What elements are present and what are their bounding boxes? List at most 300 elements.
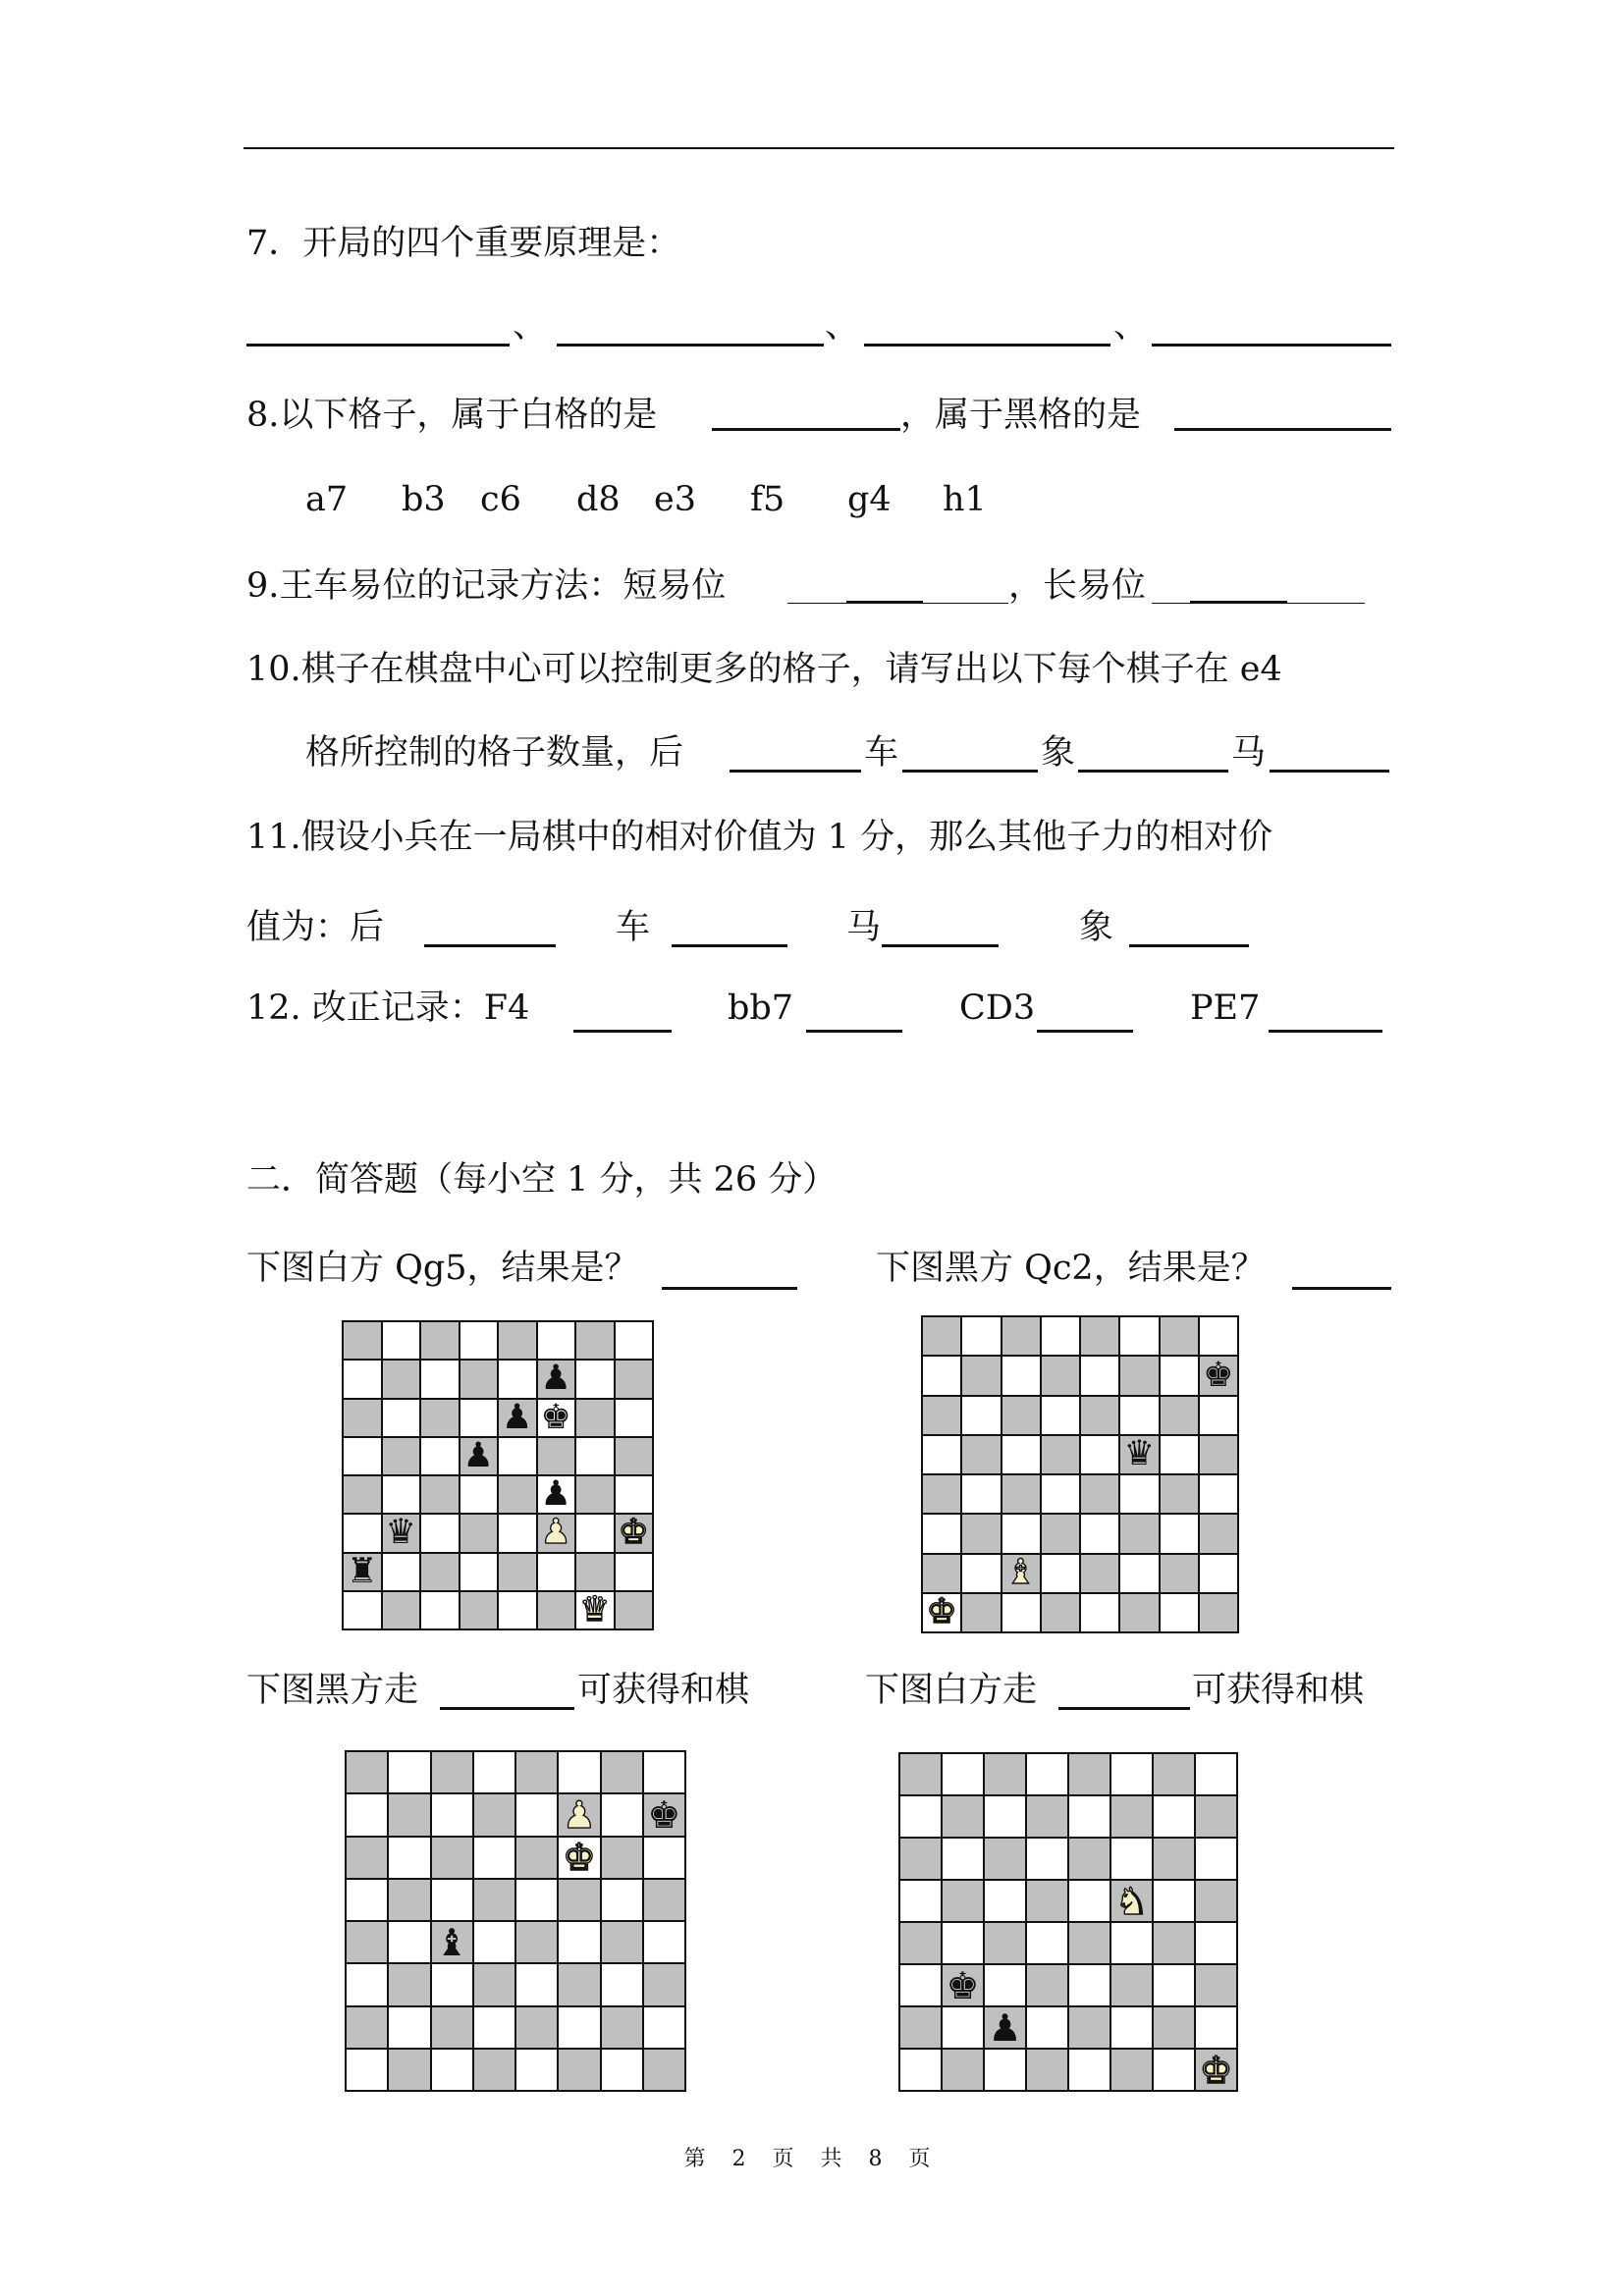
black-pawn-icon: ♟ [540, 1361, 571, 1398]
square-h7 [616, 1361, 653, 1397]
square-h8 [1196, 1754, 1236, 1794]
square-h4 [1200, 1475, 1237, 1513]
white-king-icon: ♚ [1199, 2050, 1233, 2090]
square-c3 [985, 1965, 1025, 2005]
square-a7 [900, 1796, 941, 1837]
square-f4 [1111, 1923, 1152, 1963]
square-g2 [602, 2007, 642, 2048]
square-d1 [460, 1592, 498, 1629]
square-f3 [538, 1515, 575, 1551]
square-b2 [383, 1554, 420, 1590]
square-f1 [538, 1592, 575, 1629]
square-a1 [923, 1594, 960, 1631]
square-d7 [1042, 1357, 1079, 1394]
square-a4 [900, 1923, 941, 1963]
square-e3 [516, 1964, 557, 2004]
square-b3 [943, 1965, 983, 2005]
square-g4 [1154, 1923, 1194, 1963]
square-a4 [344, 1476, 381, 1513]
square-d3 [1042, 1515, 1079, 1552]
square-a2 [347, 2007, 387, 2048]
square-c7 [985, 1796, 1025, 1837]
q9-long-castle-blank-emphasis [1190, 601, 1287, 604]
square-c8 [1002, 1317, 1040, 1355]
square-c2 [421, 1554, 459, 1590]
square-h1 [616, 1592, 653, 1629]
q7-separator: 、 [1113, 306, 1149, 346]
square-g1 [576, 1592, 614, 1629]
square-a3 [344, 1515, 381, 1551]
square-b5 [962, 1436, 1000, 1473]
square-b7 [962, 1357, 1000, 1394]
square-c4 [432, 1922, 472, 1962]
puzzle4-question: 下图白方走 [865, 1671, 1038, 1710]
square-e6 [1081, 1397, 1118, 1434]
square-h3 [616, 1515, 653, 1551]
square-f8 [538, 1322, 575, 1359]
q8-square-e3: e3 [654, 480, 696, 519]
square-b7 [383, 1361, 420, 1397]
square-c1 [421, 1592, 459, 1629]
puzzle3-suffix: 可获得和棋 [577, 1671, 750, 1710]
square-h2 [1200, 1555, 1237, 1592]
q11-queen-blank[interactable] [424, 944, 556, 947]
square-g5 [1161, 1436, 1198, 1473]
square-c5 [432, 1880, 472, 1920]
puzzle2-answer-blank[interactable] [1292, 1287, 1391, 1290]
square-d5 [1027, 1881, 1067, 1921]
header-rule [244, 147, 1394, 149]
q11-line1: 11.假设小兵在一局棋中的相对价值为 1 分，那么其他子力的相对价 [246, 818, 1273, 857]
square-c4 [421, 1476, 459, 1513]
q8-square-h1: h1 [943, 480, 987, 519]
square-e2 [499, 1554, 536, 1590]
square-g7 [602, 1794, 642, 1835]
q9-short-castle-blank-emphasis [846, 601, 923, 604]
white-king-icon: ♚ [562, 1837, 596, 1878]
square-h8 [616, 1322, 653, 1359]
square-f6 [559, 1838, 599, 1878]
square-c7 [1002, 1357, 1040, 1394]
square-f5 [538, 1438, 575, 1474]
square-g3 [576, 1515, 614, 1551]
square-a1 [900, 2050, 941, 2090]
square-a6 [923, 1397, 960, 1434]
square-d8 [1027, 1754, 1067, 1794]
square-a5 [344, 1438, 381, 1474]
square-e5 [1081, 1436, 1118, 1473]
square-a4 [923, 1475, 960, 1513]
square-h5 [644, 1880, 684, 1920]
puzzle4-answer-blank[interactable] [1058, 1707, 1190, 1710]
square-b2 [962, 1555, 1000, 1592]
square-d2 [474, 2007, 514, 2048]
square-a1 [347, 2050, 387, 2090]
square-g7 [1154, 1796, 1194, 1837]
square-c8 [432, 1752, 472, 1792]
q12-item-pe7: PE7 [1190, 988, 1261, 1028]
square-g2 [576, 1554, 614, 1590]
q10-line2: 格所控制的格子数量，后 [305, 733, 684, 773]
square-d1 [1042, 1594, 1079, 1631]
square-c1 [985, 2050, 1025, 2090]
square-d7 [1027, 1796, 1067, 1837]
square-e6 [516, 1838, 557, 1878]
q10-queen-blank[interactable] [730, 770, 861, 773]
square-g5 [1154, 1881, 1194, 1921]
q10-label-rook: 车 [864, 733, 899, 773]
square-e8 [516, 1752, 557, 1792]
square-a4 [347, 1922, 387, 1962]
q7-answer-blank-2[interactable] [557, 344, 824, 347]
white-knight-icon: ♞ [1114, 1881, 1149, 1921]
square-e7 [1069, 1796, 1110, 1837]
q8-prompt: 8.以下格子，属于白格的是 [246, 396, 658, 435]
white-bishop-icon: ♝ [1004, 1554, 1037, 1592]
q12-pe7-blank[interactable] [1269, 1030, 1382, 1033]
square-f7 [559, 1794, 599, 1835]
square-e5 [1069, 1881, 1110, 1921]
square-f6 [1111, 1839, 1152, 1879]
square-b4 [383, 1476, 420, 1513]
square-d5 [460, 1438, 498, 1474]
square-g6 [576, 1400, 614, 1436]
square-b8 [389, 1752, 429, 1792]
square-f3 [1111, 1965, 1152, 2005]
square-a7 [347, 1794, 387, 1835]
square-f3 [559, 1964, 599, 2004]
square-e4 [499, 1476, 536, 1513]
square-e8 [1081, 1317, 1118, 1355]
square-g8 [576, 1322, 614, 1359]
square-f1 [1111, 2050, 1152, 2090]
square-e7 [516, 1794, 557, 1835]
square-f5 [1120, 1436, 1158, 1473]
puzzle3-question: 下图黑方走 [246, 1671, 419, 1710]
square-b5 [383, 1438, 420, 1474]
square-f7 [1120, 1357, 1158, 1394]
square-a7 [923, 1357, 960, 1394]
square-b2 [389, 2007, 429, 2048]
square-a8 [344, 1322, 381, 1359]
square-g7 [1161, 1357, 1198, 1394]
square-h4 [616, 1476, 653, 1513]
q10-line1: 10.棋子在棋盘中心可以控制更多的格子，请写出以下每个棋子在 e4 [246, 650, 1282, 689]
q7-answer-blank-3[interactable] [864, 344, 1110, 347]
square-c3 [421, 1515, 459, 1551]
square-f2 [559, 2007, 599, 2048]
square-f2 [1120, 1555, 1158, 1592]
square-e2 [1069, 2007, 1110, 2048]
square-a3 [923, 1515, 960, 1552]
black-pawn-icon: ♟ [540, 1476, 571, 1514]
puzzle1-answer-blank[interactable] [662, 1287, 797, 1290]
black-bishop-icon: ♝ [435, 1922, 469, 1963]
square-d3 [474, 1964, 514, 2004]
square-d6 [1027, 1839, 1067, 1879]
square-a2 [344, 1554, 381, 1590]
q8-white-squares-blank[interactable] [712, 428, 900, 431]
square-g4 [602, 1922, 642, 1962]
square-h6 [1200, 1397, 1237, 1434]
square-d6 [1042, 1397, 1079, 1434]
white-pawn-icon: ♟ [562, 1794, 596, 1836]
square-e6 [1069, 1839, 1110, 1879]
square-c5 [421, 1438, 459, 1474]
square-c2 [432, 2007, 472, 2048]
square-f4 [559, 1922, 599, 1962]
square-f8 [559, 1752, 599, 1792]
q11-label-knight: 马 [846, 908, 882, 947]
square-f6 [538, 1400, 575, 1436]
q7-answer-blank-4[interactable] [1152, 344, 1391, 347]
square-d2 [460, 1554, 498, 1590]
square-b8 [962, 1317, 1000, 1355]
square-e8 [499, 1322, 536, 1359]
q10-rook-blank[interactable] [902, 770, 1038, 773]
square-h4 [1196, 1923, 1236, 1963]
square-a3 [347, 1964, 387, 2004]
square-b3 [383, 1515, 420, 1551]
square-h2 [1196, 2007, 1236, 2048]
square-c5 [985, 1881, 1025, 1921]
black-king-icon: ♚ [1203, 1357, 1234, 1395]
square-a7 [344, 1361, 381, 1397]
square-e1 [516, 2050, 557, 2090]
square-e4 [1069, 1923, 1110, 1963]
square-g5 [576, 1438, 614, 1474]
square-f5 [1111, 1881, 1152, 1921]
square-c2 [985, 2007, 1025, 2048]
square-g1 [1154, 2050, 1194, 2090]
square-d8 [460, 1322, 498, 1359]
square-f6 [1120, 1397, 1158, 1434]
puzzle3-answer-blank[interactable] [440, 1707, 574, 1710]
square-f1 [559, 2050, 599, 2090]
black-king-icon: ♚ [647, 1794, 681, 1836]
square-b1 [962, 1594, 1000, 1631]
square-a6 [900, 1839, 941, 1879]
square-a8 [900, 1754, 941, 1794]
square-d1 [474, 2050, 514, 2090]
square-g8 [602, 1752, 642, 1792]
q12-f4-blank[interactable] [573, 1030, 672, 1033]
square-d8 [1042, 1317, 1079, 1355]
square-e1 [499, 1592, 536, 1629]
square-c1 [1002, 1594, 1040, 1631]
square-g2 [1161, 1555, 1198, 1592]
square-e2 [516, 2007, 557, 2048]
square-c8 [985, 1754, 1025, 1794]
square-c1 [432, 2050, 472, 2090]
square-g6 [1154, 1839, 1194, 1879]
q12-bb7-blank[interactable] [806, 1030, 902, 1033]
q8-square-c6: c6 [480, 480, 521, 519]
black-pawn-icon: ♟ [988, 2007, 1022, 2048]
square-g3 [1161, 1515, 1198, 1552]
q12-cd3-blank[interactable] [1037, 1030, 1133, 1033]
square-b6 [962, 1397, 1000, 1434]
chessboard-puzzle1 [342, 1320, 654, 1630]
square-g7 [576, 1361, 614, 1397]
square-f5 [559, 1880, 599, 1920]
q11-label-rook: 车 [616, 908, 651, 947]
square-b6 [943, 1839, 983, 1879]
square-h8 [1200, 1317, 1237, 1355]
square-d5 [474, 1880, 514, 1920]
square-c3 [432, 1964, 472, 2004]
chessboard-puzzle2 [921, 1315, 1239, 1633]
square-f8 [1111, 1754, 1152, 1794]
square-f2 [1111, 2007, 1152, 2048]
q8-square-f5: f5 [750, 480, 785, 519]
square-a8 [923, 1317, 960, 1355]
black-queen-icon: ♛ [385, 1515, 416, 1552]
q8-square-a7: a7 [305, 480, 349, 519]
q7-answer-blank-1[interactable] [246, 344, 510, 347]
black-rook-icon: ♜ [347, 1553, 378, 1590]
square-d7 [474, 1794, 514, 1835]
square-f4 [538, 1476, 575, 1513]
square-b7 [389, 1794, 429, 1835]
puzzle2-question: 下图黑方 Qc2，结果是？ [876, 1249, 1266, 1288]
square-e7 [1081, 1357, 1118, 1394]
square-f8 [1120, 1317, 1158, 1355]
section2-title: 二．简答题（每小空 1 分，共 26 分） [246, 1160, 838, 1200]
square-g5 [602, 1880, 642, 1920]
q11-knight-blank[interactable] [882, 944, 999, 947]
square-d2 [1027, 2007, 1067, 2048]
square-d7 [460, 1361, 498, 1397]
square-g2 [1154, 2007, 1194, 2048]
q11-line2: 值为：后 [246, 908, 385, 947]
square-b8 [943, 1754, 983, 1794]
page-footer: 第 2 页 共 8 页 [683, 2147, 941, 2171]
q11-label-bishop: 象 [1079, 908, 1114, 947]
square-d1 [1027, 2050, 1067, 2090]
square-e5 [499, 1438, 536, 1474]
square-e8 [1069, 1754, 1110, 1794]
black-pawn-icon: ♟ [462, 1437, 494, 1474]
square-c6 [985, 1839, 1025, 1879]
q8-square-b3: b3 [402, 480, 446, 519]
square-d6 [460, 1400, 498, 1436]
square-c7 [432, 1794, 472, 1835]
square-e5 [516, 1880, 557, 1920]
square-f4 [1120, 1475, 1158, 1513]
square-c7 [421, 1361, 459, 1397]
square-b4 [943, 1923, 983, 1963]
square-g8 [1161, 1317, 1198, 1355]
square-e4 [516, 1922, 557, 1962]
q8-black-squares-blank[interactable] [1174, 428, 1391, 431]
square-h1 [644, 2050, 684, 2090]
square-e3 [1081, 1515, 1118, 1552]
square-a5 [347, 1880, 387, 1920]
square-a8 [347, 1752, 387, 1792]
square-g8 [1154, 1754, 1194, 1794]
square-e3 [499, 1515, 536, 1551]
square-d4 [1027, 1923, 1067, 1963]
square-f7 [538, 1361, 575, 1397]
square-b1 [383, 1592, 420, 1629]
square-e3 [1069, 1965, 1110, 2005]
square-b3 [389, 1964, 429, 2004]
square-g1 [602, 2050, 642, 2090]
square-b6 [389, 1838, 429, 1878]
q9-prompt: 9.王车易位的记录方法：短易位 [246, 566, 727, 606]
square-e6 [499, 1400, 536, 1436]
square-c4 [1002, 1475, 1040, 1513]
square-e1 [1069, 2050, 1110, 2090]
square-g6 [1161, 1397, 1198, 1434]
q10-label-knight: 马 [1231, 733, 1267, 773]
square-d6 [474, 1838, 514, 1878]
square-f7 [1111, 1796, 1152, 1837]
square-a3 [900, 1965, 941, 2005]
puzzle1-question: 下图白方 Qg5，结果是？ [246, 1249, 639, 1288]
square-f1 [1120, 1594, 1158, 1631]
square-b5 [943, 1881, 983, 1921]
square-h3 [1200, 1515, 1237, 1552]
square-h6 [1196, 1839, 1236, 1879]
square-h5 [1196, 1881, 1236, 1921]
square-d5 [1042, 1436, 1079, 1473]
q12-item-bb7: bb7 [728, 988, 794, 1028]
square-h6 [644, 1838, 684, 1878]
black-king-icon: ♚ [946, 1965, 980, 2005]
square-b4 [389, 1922, 429, 1962]
square-c2 [1002, 1555, 1040, 1592]
square-g6 [602, 1838, 642, 1878]
black-queen-icon: ♛ [1123, 1435, 1156, 1473]
q9-middle: ，长易位 [1008, 566, 1147, 606]
square-h1 [1200, 1594, 1237, 1631]
q10-knight-blank[interactable] [1270, 770, 1389, 773]
q10-bishop-blank[interactable] [1078, 770, 1228, 773]
square-a2 [900, 2007, 941, 2048]
white-king-icon: ♚ [926, 1593, 957, 1631]
square-b6 [383, 1400, 420, 1436]
square-c4 [985, 1923, 1025, 1963]
square-d3 [1027, 1965, 1067, 2005]
square-b3 [962, 1515, 1000, 1552]
q8-square-g4: g4 [847, 480, 892, 519]
square-h4 [644, 1922, 684, 1962]
q12-item-cd3: CD3 [959, 988, 1036, 1028]
square-a6 [344, 1400, 381, 1436]
square-d4 [474, 1922, 514, 1962]
square-a6 [347, 1838, 387, 1878]
square-g4 [1161, 1475, 1198, 1513]
square-h3 [644, 1964, 684, 2004]
square-c3 [1002, 1515, 1040, 1552]
chessboard-puzzle3 [345, 1750, 686, 2092]
square-d4 [460, 1476, 498, 1513]
square-h7 [1200, 1357, 1237, 1394]
q11-rook-blank[interactable] [672, 944, 787, 947]
square-f2 [538, 1554, 575, 1590]
square-d8 [474, 1752, 514, 1792]
square-h5 [616, 1438, 653, 1474]
chessboard-puzzle4 [898, 1752, 1238, 2092]
q11-bishop-blank[interactable] [1129, 944, 1249, 947]
q7-separator: 、 [825, 306, 860, 346]
q10-label-bishop: 象 [1041, 733, 1076, 773]
square-f3 [1120, 1515, 1158, 1552]
square-c6 [1002, 1397, 1040, 1434]
white-pawn-icon: ♟ [540, 1515, 571, 1552]
